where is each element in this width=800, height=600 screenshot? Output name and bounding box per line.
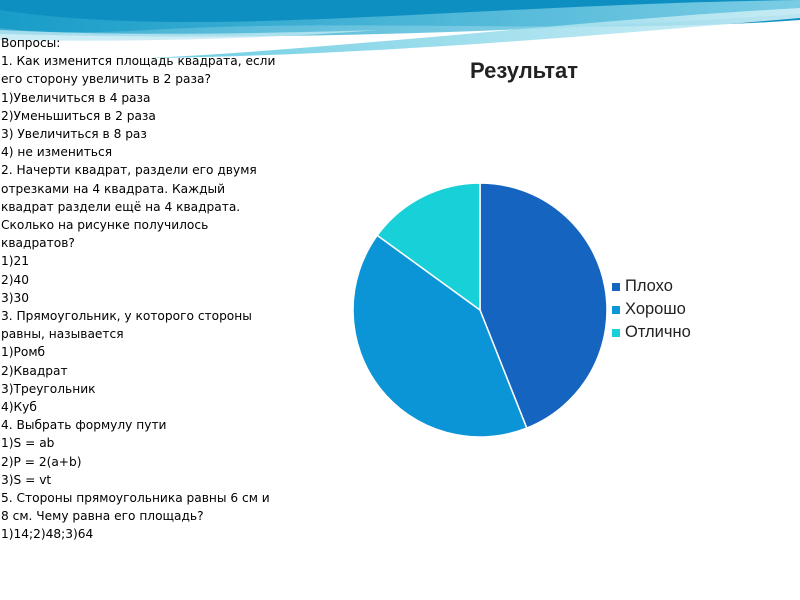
question-line: 1)14;2)48;3)64 [1, 527, 94, 542]
question-line: 4)Куб [1, 400, 37, 415]
question-line: 1)Увеличиться в 4 раза [1, 90, 151, 105]
questions-text [1, 34, 280, 544]
question-line: 2)40 [1, 272, 30, 287]
legend-item [612, 275, 691, 298]
question-line: 2)Квадрат [1, 363, 68, 378]
chart-legend [612, 275, 691, 344]
question-line: 3)30 [1, 290, 30, 305]
legend-label: Отлично [625, 323, 691, 341]
question-line: 1. Как изменится площадь квадрата, если его сторону увеличить в 2 раза? [1, 54, 280, 87]
legend-item [612, 321, 691, 344]
chart-title: Результат [470, 58, 579, 83]
legend-label: Хорошо [625, 300, 686, 318]
question-line: 3. Прямоугольник, у которого стороны равны, называется [1, 309, 256, 342]
question-line: 1)21 [1, 254, 30, 269]
question-line: Вопросы: [1, 36, 61, 50]
legend-label: Плохо [625, 277, 673, 295]
question-line: 4. Выбрать формулу пути [1, 418, 167, 433]
pie-chart [340, 170, 620, 450]
question-line: 3)Треугольник [1, 381, 96, 396]
question-line: 1)Ромб [1, 345, 46, 360]
legend-swatch [612, 329, 620, 337]
question-line: 2)Уменьшиться в 2 раза [1, 108, 156, 123]
question-line: 1)S = ab [1, 436, 55, 451]
legend-item [612, 298, 691, 321]
question-line: 3)S = vt [1, 472, 52, 487]
legend-swatch [612, 306, 620, 314]
question-line: 2)P = 2(a+b) [1, 454, 82, 469]
legend-swatch [612, 283, 620, 291]
question-line: 5. Стороны прямоугольника равны 6 см и 8 см. Чему равна его площадь? [1, 491, 274, 524]
question-line: 4) не измениться [1, 145, 113, 160]
question-line: 3) Увеличиться в 8 раз [1, 127, 147, 142]
question-line: 2. Начерти квадрат, раздели его двумя отрезками на 4 квадрата. Каждый квадрат раздели ещё на 4 квадрата. Сколько на рисунке получилось квадратов? [1, 163, 261, 251]
